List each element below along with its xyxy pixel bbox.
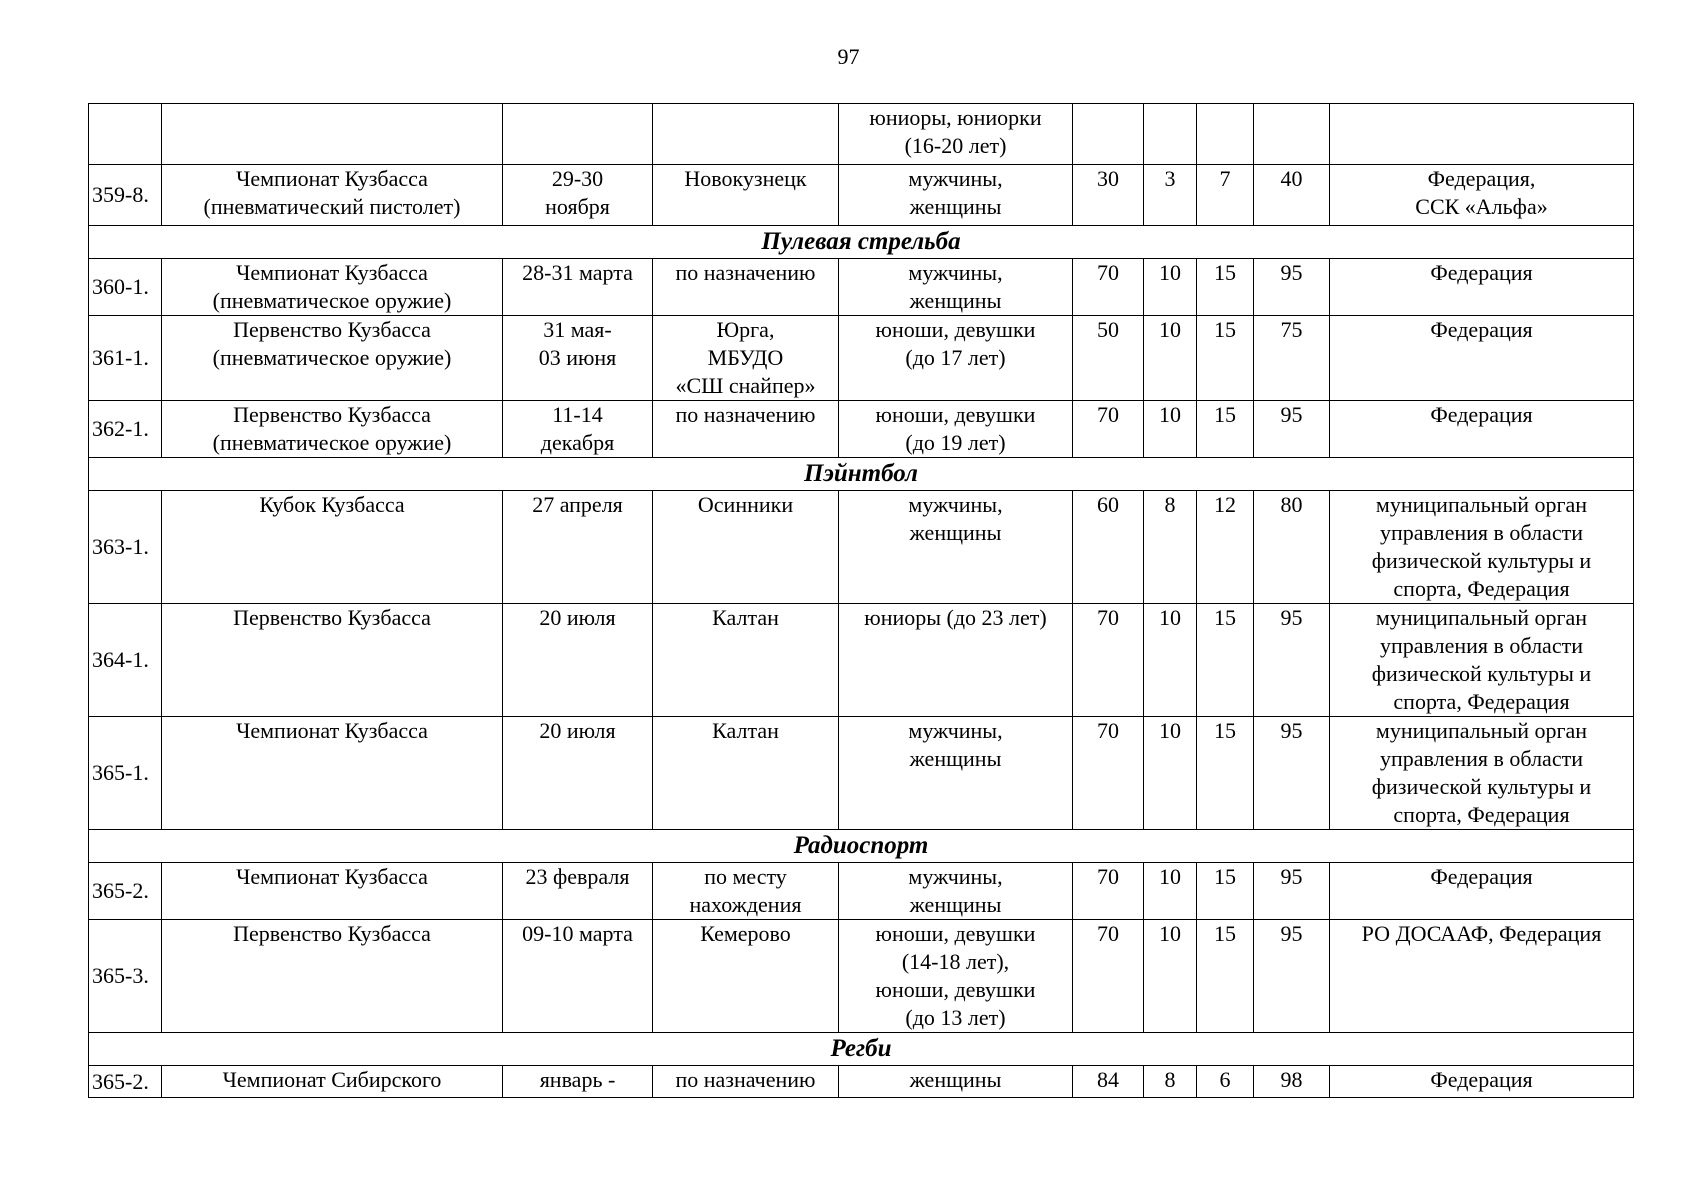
cell-text-line: муниципальный орган	[1375, 492, 1588, 517]
participants-group-cell	[839, 104, 1073, 165]
cell-text-line: мужчины,	[908, 492, 1003, 517]
cell-text-line: физической культуры и	[1371, 548, 1592, 573]
cell-text-line: муниципальный орган	[1375, 718, 1588, 743]
cell-text-line: 11-14	[552, 402, 603, 427]
judges-count-cell: 10	[1144, 401, 1197, 458]
officials-count-cell: 7	[1197, 165, 1254, 226]
cell-text-line: юниоры (до 23 лет)	[864, 605, 1047, 630]
organizer-cell	[1330, 259, 1634, 316]
cell-text-line: женщины	[909, 746, 1002, 771]
athletes-count-cell: 70	[1073, 920, 1144, 1033]
table-row	[89, 863, 1634, 920]
cell-text-line: физической культуры и	[1371, 774, 1592, 799]
event-place-cell	[653, 717, 839, 830]
officials-count-cell: 6	[1197, 1066, 1254, 1098]
cell-text-line: Калтан	[712, 718, 779, 743]
table-row	[89, 104, 1634, 165]
section-title: Регби	[89, 1033, 1634, 1066]
cell-text-line: Чемпионат Сибирского	[222, 1067, 442, 1092]
event-place-cell	[653, 863, 839, 920]
event-date-cell	[503, 604, 653, 717]
event-place-cell	[653, 401, 839, 458]
cell-text-line: управления в области	[1380, 520, 1583, 545]
cell-text-line: Федерация,	[1427, 166, 1536, 191]
participants-group-cell	[839, 604, 1073, 717]
total-count-cell: 40	[1254, 165, 1330, 226]
cell-text-line: Федерация	[1430, 864, 1533, 889]
judges-count-cell: 10	[1144, 863, 1197, 920]
event-number-cell: 365-2.	[89, 1066, 162, 1098]
cell-text-line: муниципальный орган	[1375, 605, 1588, 630]
officials-count-cell: 15	[1197, 604, 1254, 717]
event-number-cell: 363-1.	[89, 491, 162, 604]
table-row	[89, 401, 1634, 458]
cell-text-line: спорта, Федерация	[1393, 689, 1570, 714]
cell-text-line: Федерация	[1430, 402, 1533, 427]
cell-text-line: по назначению	[675, 260, 816, 285]
event-number-cell	[89, 104, 162, 165]
cell-text-line: спорта, Федерация	[1393, 576, 1570, 601]
cell-text-line: юноши, девушки	[875, 921, 1036, 946]
event-number-cell: 361-1.	[89, 316, 162, 401]
participants-group-cell	[839, 259, 1073, 316]
cell-text-line: (пневматическое оружие)	[212, 430, 452, 455]
total-count-cell: 98	[1254, 1066, 1330, 1098]
cell-text-line: Осинники	[697, 492, 794, 517]
table-row	[89, 259, 1634, 316]
event-number-cell: 362-1.	[89, 401, 162, 458]
table-row	[89, 920, 1634, 1033]
organizer-cell	[1330, 401, 1634, 458]
event-name-cell	[162, 604, 503, 717]
event-number-cell: 365-2.	[89, 863, 162, 920]
organizer-cell	[1330, 104, 1634, 165]
organizer-cell	[1330, 1066, 1634, 1098]
cell-text-line: Новокузнецк	[684, 166, 807, 191]
cell-text-line: управления в области	[1380, 633, 1583, 658]
judges-count-cell: 10	[1144, 920, 1197, 1033]
judges-count-cell: 8	[1144, 491, 1197, 604]
event-number-cell: 365-1.	[89, 717, 162, 830]
athletes-count-cell: 70	[1073, 604, 1144, 717]
cell-text-line: (до 19 лет)	[905, 430, 1006, 455]
event-name-cell	[162, 104, 503, 165]
event-date-cell	[503, 316, 653, 401]
officials-count-cell: 15	[1197, 401, 1254, 458]
athletes-count-cell: 70	[1073, 717, 1144, 830]
event-date-cell	[503, 1066, 653, 1098]
judges-count-cell: 10	[1144, 316, 1197, 401]
organizer-cell	[1330, 165, 1634, 226]
total-count-cell: 95	[1254, 401, 1330, 458]
section-title: Пэйнтбол	[89, 458, 1634, 491]
table-row	[89, 1066, 1634, 1098]
athletes-count-cell: 70	[1073, 259, 1144, 316]
athletes-count-cell: 70	[1073, 401, 1144, 458]
cell-text-line: женщины	[909, 194, 1002, 219]
judges-count-cell: 10	[1144, 717, 1197, 830]
total-count-cell: 80	[1254, 491, 1330, 604]
cell-text-line: 29-30	[551, 166, 604, 191]
judges-count-cell: 10	[1144, 604, 1197, 717]
section-title: Радиоспорт	[89, 830, 1634, 863]
organizer-cell	[1330, 863, 1634, 920]
cell-text-line: Чемпионат Кузбасса	[236, 718, 428, 743]
event-name-cell	[162, 259, 503, 316]
total-count-cell: 95	[1254, 259, 1330, 316]
officials-count-cell: 15	[1197, 863, 1254, 920]
event-place-cell	[653, 920, 839, 1033]
cell-text-line: (16-20 лет)	[904, 133, 1007, 158]
events-table	[88, 103, 1634, 1098]
event-number-cell: 365-3.	[89, 920, 162, 1033]
event-place-cell	[653, 259, 839, 316]
judges-count-cell: 10	[1144, 259, 1197, 316]
event-name-cell	[162, 717, 503, 830]
officials-count-cell: 15	[1197, 259, 1254, 316]
athletes-count-cell	[1073, 104, 1144, 165]
total-count-cell: 95	[1254, 604, 1330, 717]
cell-text-line: МБУДО	[707, 345, 784, 370]
cell-text-line: Первенство Кузбасса	[233, 317, 431, 342]
cell-text-line: (пневматическое оружие)	[212, 288, 452, 313]
organizer-cell	[1330, 920, 1634, 1033]
organizer-cell	[1330, 717, 1634, 830]
event-number-cell: 359-8.	[89, 165, 162, 226]
event-place-cell	[653, 316, 839, 401]
athletes-count-cell: 30	[1073, 165, 1144, 226]
cell-text-line: Федерация	[1430, 317, 1533, 342]
cell-text-line: ноября	[545, 194, 610, 219]
cell-text-line: Юрга,	[716, 317, 775, 342]
total-count-cell	[1254, 104, 1330, 165]
event-date-cell	[503, 920, 653, 1033]
cell-text-line: физической культуры и	[1371, 661, 1592, 686]
section-header-row	[89, 830, 1634, 863]
participants-group-cell	[839, 401, 1073, 458]
cell-text-line: 27 апреля	[532, 492, 623, 517]
cell-text-line: 31 мая-	[543, 317, 612, 342]
cell-text-line: январь -	[539, 1067, 616, 1092]
cell-text-line: мужчины,	[908, 166, 1003, 191]
judges-count-cell: 3	[1144, 165, 1197, 226]
cell-text-line: мужчины,	[908, 718, 1003, 743]
cell-text-line: по назначению	[675, 1067, 816, 1092]
athletes-count-cell: 70	[1073, 863, 1144, 920]
cell-text-line: женщины	[909, 288, 1002, 313]
cell-text-line: Федерация	[1430, 260, 1533, 285]
cell-text-line: Чемпионат Кузбасса	[236, 260, 428, 285]
event-date-cell	[503, 401, 653, 458]
cell-text-line: спорта, Федерация	[1393, 802, 1570, 827]
cell-text-line: 23 февраля	[525, 864, 630, 889]
participants-group-cell	[839, 717, 1073, 830]
event-date-cell	[503, 717, 653, 830]
cell-text-line: Первенство Кузбасса	[233, 402, 431, 427]
event-name-cell	[162, 863, 503, 920]
section-title: Пулевая стрельба	[89, 226, 1634, 259]
event-name-cell	[162, 316, 503, 401]
cell-text-line: юноши, девушки	[875, 402, 1036, 427]
section-header-row	[89, 226, 1634, 259]
cell-text-line: 09-10 марта	[522, 921, 633, 946]
cell-text-line: Чемпионат Кузбасса	[236, 166, 428, 191]
cell-text-line: (до 13 лет)	[905, 1005, 1006, 1030]
total-count-cell: 95	[1254, 717, 1330, 830]
cell-text-line: юноши, девушки	[875, 317, 1036, 342]
cell-text-line: женщины	[909, 520, 1002, 545]
total-count-cell: 75	[1254, 316, 1330, 401]
cell-text-line: 28-31 марта	[522, 260, 633, 285]
table-row	[89, 491, 1634, 604]
total-count-cell: 95	[1254, 863, 1330, 920]
cell-text-line: Первенство Кузбасса	[233, 605, 431, 630]
event-date-cell	[503, 863, 653, 920]
cell-text-line: РО ДОСААФ, Федерация	[1361, 921, 1602, 946]
officials-count-cell: 15	[1197, 316, 1254, 401]
participants-group-cell	[839, 1066, 1073, 1098]
cell-text-line: юноши, девушки	[875, 977, 1036, 1002]
event-name-cell	[162, 491, 503, 604]
organizer-cell	[1330, 604, 1634, 717]
cell-text-line: ССК «Альфа»	[1415, 194, 1548, 219]
cell-text-line: Федерация	[1430, 1067, 1533, 1092]
event-name-cell	[162, 165, 503, 226]
table-row	[89, 316, 1634, 401]
officials-count-cell: 15	[1197, 920, 1254, 1033]
event-name-cell	[162, 401, 503, 458]
table-row	[89, 165, 1634, 226]
cell-text-line: (пневматический пистолет)	[203, 194, 461, 219]
cell-text-line: юниоры, юниорки	[869, 105, 1042, 130]
cell-text-line: Первенство Кузбасса	[233, 921, 431, 946]
cell-text-line: по месту	[704, 864, 787, 889]
cell-text-line: мужчины,	[908, 864, 1003, 889]
cell-text-line: женщины	[909, 1067, 1002, 1092]
cell-text-line: управления в области	[1380, 746, 1583, 771]
organizer-cell	[1330, 491, 1634, 604]
judges-count-cell	[1144, 104, 1197, 165]
event-name-cell	[162, 920, 503, 1033]
cell-text-line: (14-18 лет),	[901, 949, 1010, 974]
judges-count-cell: 8	[1144, 1066, 1197, 1098]
cell-text-line: (пневматическое оружие)	[212, 345, 452, 370]
cell-text-line: (до 17 лет)	[905, 345, 1006, 370]
officials-count-cell: 12	[1197, 491, 1254, 604]
organizer-cell	[1330, 316, 1634, 401]
event-date-cell	[503, 491, 653, 604]
event-date-cell	[503, 165, 653, 226]
page-number: 97	[837, 44, 860, 69]
participants-group-cell	[839, 165, 1073, 226]
cell-text-line: «СШ снайпер»	[675, 373, 816, 398]
event-place-cell	[653, 165, 839, 226]
cell-text-line: нахождения	[689, 892, 802, 917]
event-place-cell	[653, 491, 839, 604]
event-place-cell	[653, 104, 839, 165]
event-number-cell: 360-1.	[89, 259, 162, 316]
event-place-cell	[653, 604, 839, 717]
cell-text-line: Кемерово	[700, 921, 791, 946]
table-row	[89, 717, 1634, 830]
athletes-count-cell: 84	[1073, 1066, 1144, 1098]
participants-group-cell	[839, 863, 1073, 920]
athletes-count-cell: 50	[1073, 316, 1144, 401]
participants-group-cell	[839, 316, 1073, 401]
event-date-cell	[503, 259, 653, 316]
participants-group-cell	[839, 920, 1073, 1033]
cell-text-line: женщины	[909, 892, 1002, 917]
section-header-row	[89, 458, 1634, 491]
event-place-cell	[653, 1066, 839, 1098]
cell-text-line: Калтан	[712, 605, 779, 630]
event-number-cell: 364-1.	[89, 604, 162, 717]
cell-text-line: 20 июля	[539, 605, 616, 630]
officials-count-cell	[1197, 104, 1254, 165]
total-count-cell: 95	[1254, 920, 1330, 1033]
cell-text-line: Кубок Кузбасса	[259, 492, 405, 517]
cell-text-line: Чемпионат Кузбасса	[236, 864, 428, 889]
officials-count-cell: 15	[1197, 717, 1254, 830]
cell-text-line: 03 июня	[538, 345, 617, 370]
section-header-row	[89, 1033, 1634, 1066]
table-row	[89, 604, 1634, 717]
athletes-count-cell: 60	[1073, 491, 1144, 604]
cell-text-line: мужчины,	[908, 260, 1003, 285]
participants-group-cell	[839, 491, 1073, 604]
event-date-cell	[503, 104, 653, 165]
cell-text-line: декабря	[540, 430, 615, 455]
cell-text-line: по назначению	[675, 402, 816, 427]
event-name-cell	[162, 1066, 503, 1098]
cell-text-line: 20 июля	[539, 718, 616, 743]
